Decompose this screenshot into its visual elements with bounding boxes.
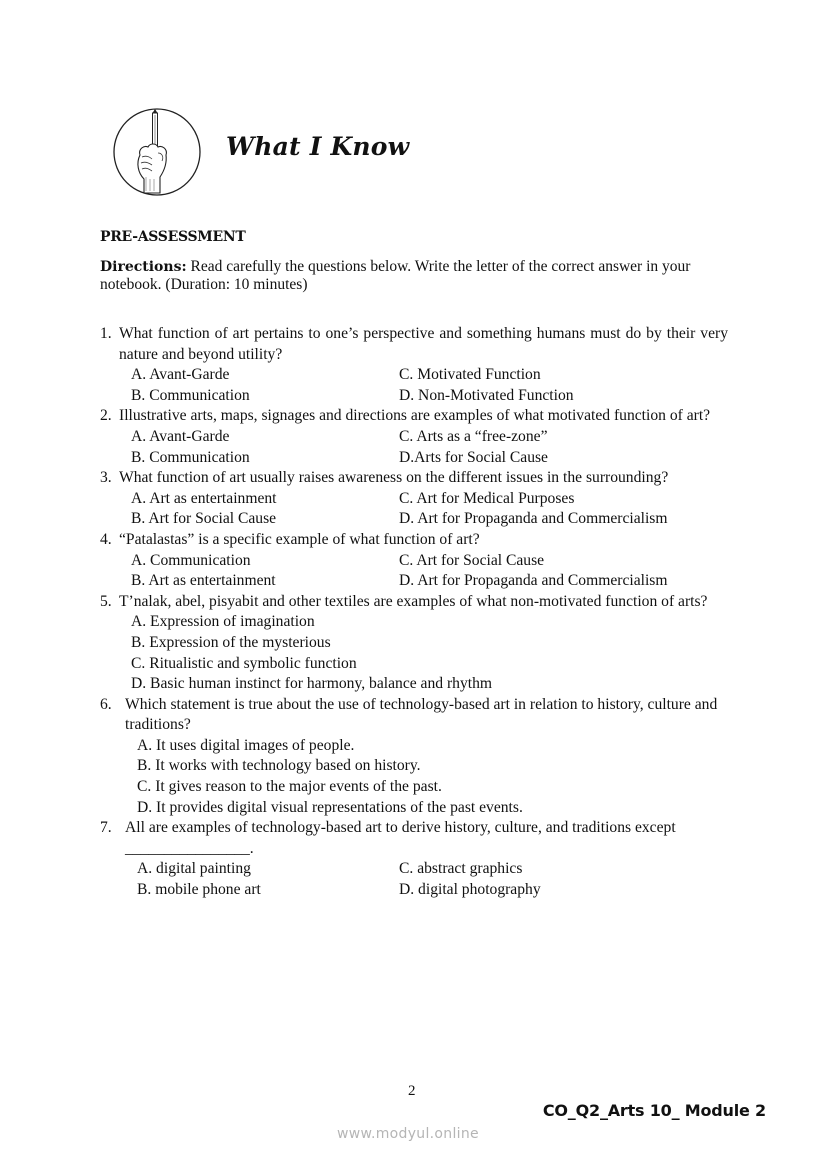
question-number: 2. — [100, 407, 112, 425]
answer-option: D. Basic human instinct for harmony, balance and rhythm — [131, 675, 493, 693]
answer-option: C. Ritualistic and symbolic function — [131, 654, 357, 672]
answer-option: C. It gives reason to the major events of the past. — [137, 778, 442, 796]
answer-option: B. Art as entertainment — [131, 572, 276, 590]
answer-option: C. Arts as a “free-zone” — [399, 427, 548, 445]
question-text: All are examples of technology-based art to derive history, culture, and traditions except ________________. — [125, 819, 676, 857]
answer-option: B. Communication — [131, 386, 250, 404]
answer-option: D. It provides digital visual representations of the past events. — [137, 798, 523, 816]
answer-option: B. It works with technology based on history. — [137, 757, 421, 775]
answer-option: A. digital painting — [137, 860, 251, 878]
question-number: 4. — [100, 530, 112, 548]
page-title: What I Know — [226, 132, 410, 161]
question-item — [100, 530, 728, 592]
directions-label: Directions: — [100, 259, 187, 275]
directions — [100, 258, 730, 294]
answer-option: A. Avant-Garde — [131, 427, 230, 445]
answer-option: B. mobile phone art — [137, 881, 261, 899]
answer-option: A. Avant-Garde — [131, 366, 230, 384]
answer-option: A. It uses digital images of people. — [137, 736, 355, 754]
question-text: Which statement is true about the use of technology-based art in relation to history, culture and traditions? — [125, 695, 718, 734]
question-number: 6. — [100, 695, 112, 713]
question-item — [100, 695, 728, 819]
question-number: 5. — [100, 592, 112, 610]
answer-option: D. Art for Propaganda and Commercialism — [399, 510, 668, 528]
answer-option: B. Art for Social Cause — [131, 510, 277, 528]
question-item — [100, 592, 728, 695]
page-number: 2 — [408, 1083, 416, 1099]
answer-option: A. Expression of imagination — [131, 613, 315, 631]
answer-option: C. Art for Social Cause — [399, 551, 545, 569]
question-list — [100, 324, 728, 901]
question-number: 7. — [100, 819, 112, 837]
answer-option: D. digital photography — [399, 881, 541, 899]
hand-holding-pencil-icon — [112, 107, 202, 197]
question-item — [100, 406, 728, 468]
question-number: 1. — [100, 325, 112, 342]
question-text: “Patalastas” is a specific example of what function of art? — [119, 530, 480, 548]
answer-option: A. Communication — [131, 551, 251, 569]
answer-option: C. abstract graphics — [399, 860, 523, 878]
answer-option: D. Art for Propaganda and Commercialism — [399, 572, 668, 590]
answer-option: C. Motivated Function — [399, 366, 541, 384]
answer-option: D.Arts for Social Cause — [399, 448, 548, 466]
answer-option: D. Non-Motivated Function — [399, 386, 574, 404]
watermark: www.modyul.online — [337, 1126, 479, 1142]
question-item — [100, 818, 728, 900]
question-text: What function of art usually raises awareness on the different issues in the surrounding? — [119, 469, 669, 487]
answer-option: A. Art as entertainment — [131, 489, 277, 507]
answer-option: B. Communication — [131, 448, 250, 466]
question-text: What function of art pertains to one’s perspective and something humans must do by their very nature and beyond utility? — [119, 325, 728, 363]
answer-option: B. Expression of the mysterious — [131, 633, 331, 651]
question-text: Illustrative arts, maps, signages and directions are examples of what motivated function of art? — [119, 407, 711, 425]
question-item — [100, 468, 728, 530]
question-text: T’nalak, abel, pisyabit and other textiles are examples of what non-motivated function of arts? — [119, 592, 708, 610]
question-item — [100, 324, 728, 406]
question-number: 3. — [100, 469, 112, 487]
module-code: CO_Q2_Arts 10_ Module 2 — [542, 1101, 766, 1120]
answer-option: C. Art for Medical Purposes — [399, 489, 575, 507]
directions-text: Read carefully the questions below. Write the letter of the correct answer in your notebook. (Duration: 10 minutes) — [100, 258, 691, 293]
section-heading: PRE-ASSESSMENT — [100, 229, 246, 245]
